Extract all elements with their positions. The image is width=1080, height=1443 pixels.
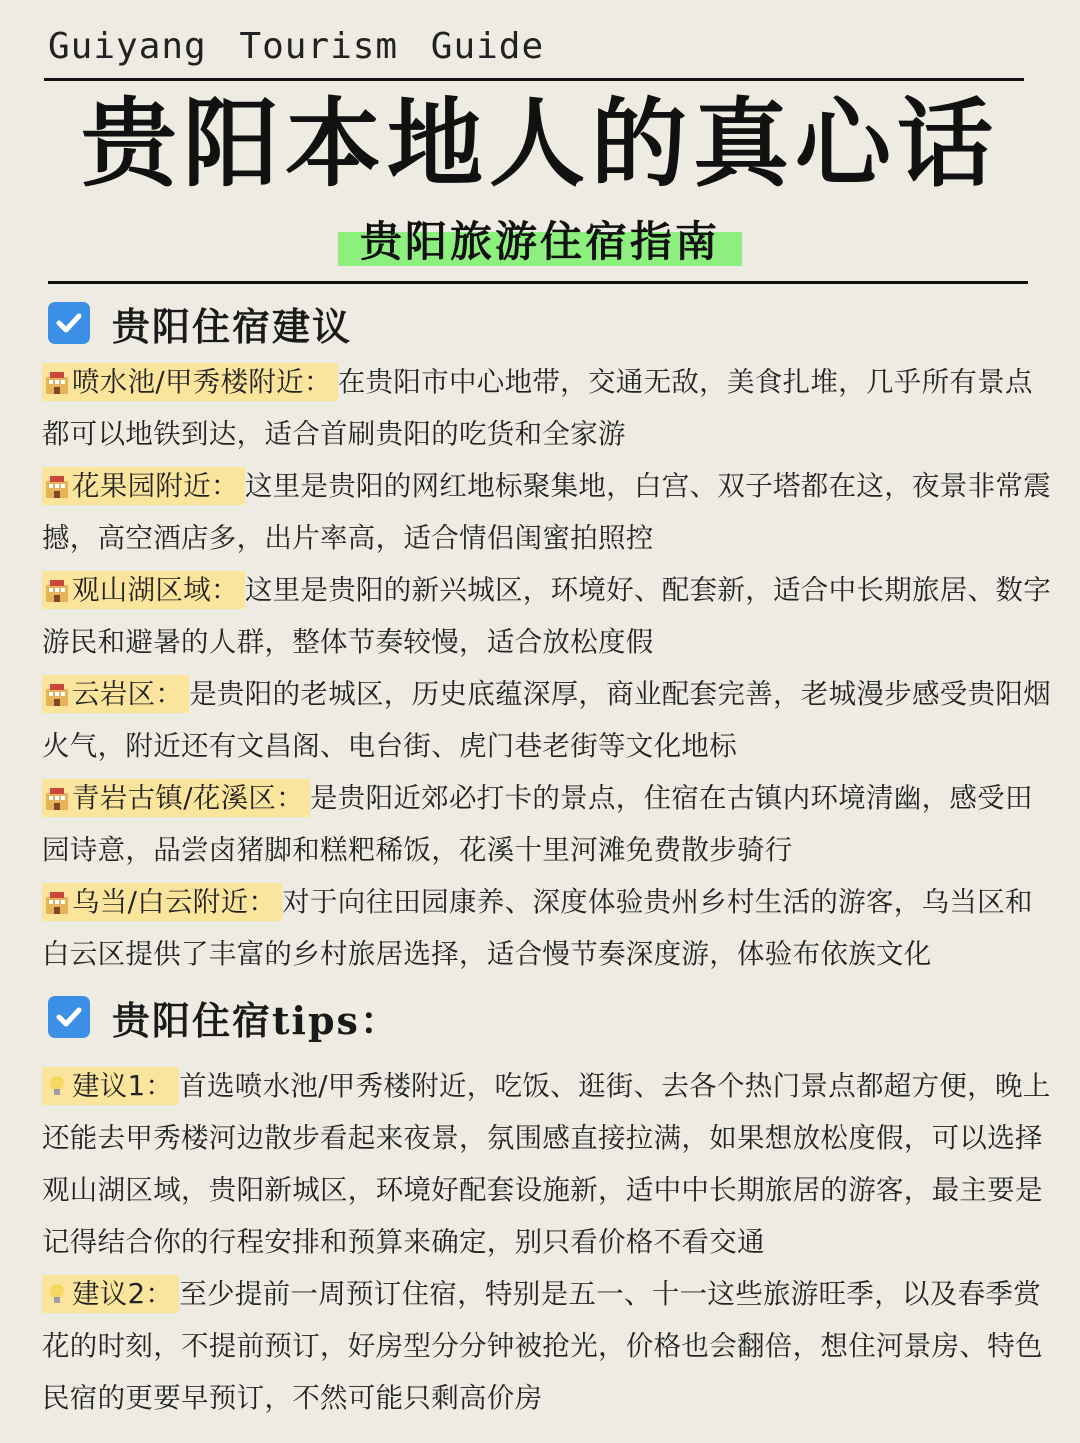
hotel-icon xyxy=(44,577,70,603)
item-text: 在贵阳市中心地带，交通无敌，美食扎堆，几乎所有景点都可以地铁到达，适合首刷贵阳的吃货和全家游 xyxy=(42,366,1033,450)
item-label: 喷水池/甲秀楼附近： xyxy=(72,366,332,398)
section-title: 贵阳住宿tips： xyxy=(112,997,400,1043)
item-label: 建议1： xyxy=(72,1070,174,1102)
list-item xyxy=(42,772,1052,876)
list-item xyxy=(42,460,1052,564)
brand-text: Guiyang Tourism Guide xyxy=(48,26,545,67)
item-label-wrap xyxy=(42,1067,179,1105)
page-title: 贵阳本地人的真心话 xyxy=(81,87,999,200)
item-text: 是贵阳的老城区，历史底蕴深厚，商业配套完善，老城漫步感受贵阳烟火气，附近还有文昌阁、电台街、虎门巷老街等文化地标 xyxy=(42,678,1051,762)
list-item xyxy=(42,668,1052,772)
item-label-wrap xyxy=(42,1275,179,1313)
list-item xyxy=(42,1268,1052,1424)
item-label-wrap xyxy=(42,675,189,713)
hotel-icon xyxy=(44,473,70,499)
light-bulb-icon xyxy=(44,1073,70,1099)
list-item xyxy=(42,564,1052,668)
bottom-divider xyxy=(48,281,1028,284)
item-label-wrap xyxy=(42,467,245,505)
item-text: 首选喷水池/甲秀楼附近，吃饭、逛街、去各个热门景点都超方便，晚上还能去甲秀楼河边散步看起来夜景，氛围感直接拉满，如果想放松度假，可以选择观山湖区域，贵阳新城区，环境好配套设施新，适中中长期旅居的游客，最主要是记得结合你的行程安排和预算来确定，别只看价格不看交通 xyxy=(42,1070,1051,1258)
section-header-suggestions xyxy=(48,298,352,348)
item-label: 云岩区： xyxy=(72,678,184,710)
top-divider xyxy=(44,78,1024,81)
item-label: 建议2： xyxy=(72,1278,174,1310)
item-label: 青岩古镇/花溪区： xyxy=(72,782,304,814)
item-label-wrap xyxy=(42,883,282,921)
item-label-wrap xyxy=(42,779,310,817)
item-text: 对于向往田园康养、深度体验贵州乡村生活的游客，乌当区和白云区提供了丰富的乡村旅居选择，适合慢节奏深度游，体验布依族文化 xyxy=(42,886,1033,970)
check-box-icon xyxy=(48,302,90,344)
hotel-icon xyxy=(44,785,70,811)
page-subtitle: 贵阳旅游住宿指南 xyxy=(338,214,742,270)
list-item xyxy=(42,356,1052,460)
hotel-icon xyxy=(44,681,70,707)
item-label: 观山湖区域： xyxy=(72,574,239,606)
section-header-tips xyxy=(48,992,400,1042)
light-bulb-icon xyxy=(44,1281,70,1307)
item-label-wrap xyxy=(42,571,245,609)
item-text: 至少提前一周预订住宿，特别是五一、十一这些旅游旺季，以及春季赏花的时刻，不提前预订，好房型分分钟被抢光，价格也会翻倍，想住河景房、特色民宿的更要早预订，不然可能只剩高价房 xyxy=(42,1278,1043,1414)
hotel-icon xyxy=(44,369,70,395)
list-item xyxy=(42,876,1052,980)
item-text: 是贵阳近郊必打卡的景点，住宿在古镇内环境清幽，感受田园诗意，品尝卤猪脚和糕粑稀饭，花溪十里河滩免费散步骑行 xyxy=(42,782,1033,866)
item-label-wrap xyxy=(42,363,338,401)
list-item xyxy=(42,1060,1052,1268)
subtitle-container xyxy=(0,214,1080,270)
check-box-icon xyxy=(48,996,90,1038)
item-text: 这里是贵阳的网红地标聚集地，白宫、双子塔都在这，夜景非常震撼，高空酒店多，出片率高，适合情侣闺蜜拍照控 xyxy=(42,470,1052,554)
tips-list xyxy=(42,1060,1052,1424)
suggestion-list xyxy=(42,356,1052,980)
hotel-icon xyxy=(44,889,70,915)
item-label: 乌当/白云附近： xyxy=(72,886,277,918)
section-title: 贵阳住宿建议 xyxy=(112,303,353,349)
item-label: 花果园附近： xyxy=(72,470,239,502)
item-text: 这里是贵阳的新兴城区，环境好、配套新，适合中长期旅居、数字游民和避暑的人群，整体节奏较慢，适合放松度假 xyxy=(42,574,1052,658)
